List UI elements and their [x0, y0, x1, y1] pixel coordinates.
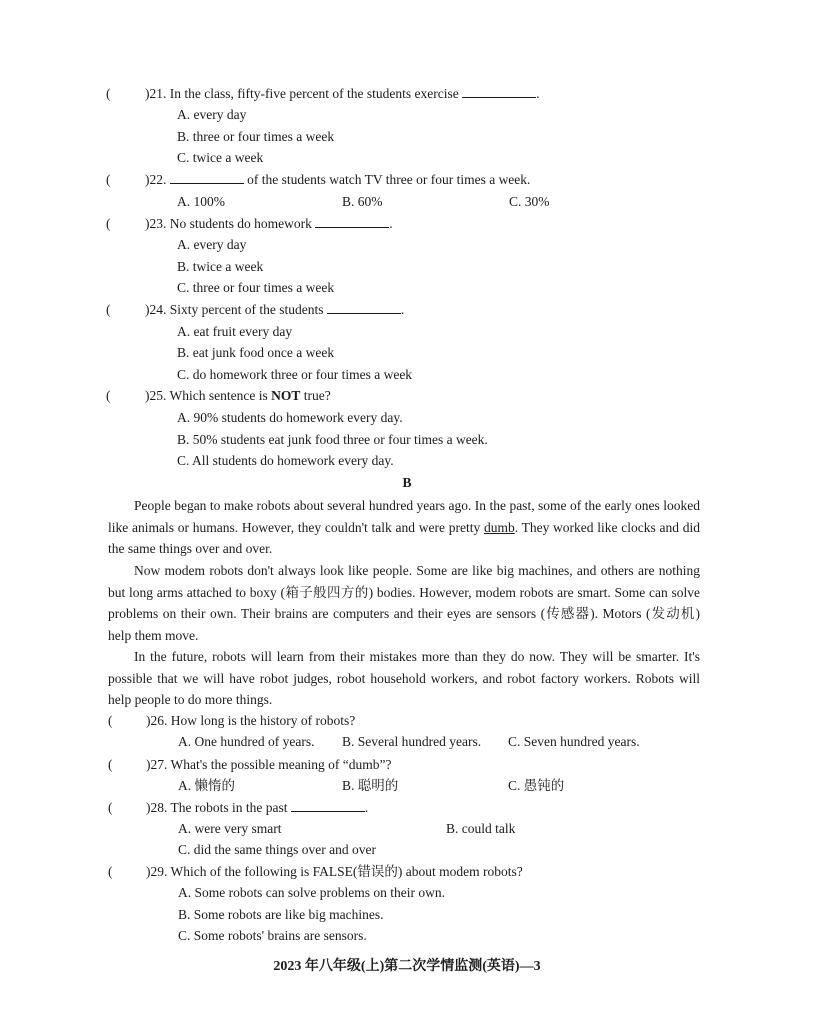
option: B. Some robots are like big machines.	[178, 907, 384, 922]
option: A. every day	[177, 107, 247, 122]
question-27: )27. What's the possible meaning of “dumb”?	[146, 757, 392, 772]
question-24: )24. Sixty percent of the students .	[145, 302, 405, 317]
question-26: )26. How long is the history of robots?	[146, 713, 356, 728]
answer-paren: (	[106, 86, 111, 101]
option: A. every day	[177, 237, 247, 252]
answer-paren: (	[108, 713, 113, 728]
option: B. twice a week	[177, 259, 264, 274]
option: B. 50% students eat junk food three or four times a week.	[177, 432, 488, 447]
option: A. were very smart	[178, 821, 282, 836]
underlined-word: dumb	[483, 519, 515, 535]
option: C. Seven hundred years.	[508, 734, 640, 749]
option: B. 60%	[342, 194, 383, 209]
question-29: )29. Which of the following is FALSE(错误的) about modem robots?	[146, 864, 523, 879]
option: A. 100%	[177, 194, 225, 209]
option: B. Several hundred years.	[342, 734, 482, 749]
option: B. eat junk food once a week	[177, 345, 335, 360]
answer-paren: (	[108, 864, 113, 879]
answer-blank	[315, 215, 389, 228]
passage-paragraph: People began to make robots about several hundred years ago. In the past, some of the early ones looked like animals or humans. However, they couldn't talk and were pretty dumb. They worked like clocks and did the same things over and over.	[108, 498, 700, 556]
question-21: )21. In the class, fifty-five percent of the students exercise .	[145, 86, 540, 101]
option: C. All students do homework every day.	[177, 453, 394, 468]
option: C. 30%	[509, 194, 550, 209]
answer-paren: (	[106, 302, 111, 317]
option: C. Some robots' brains are sensors.	[178, 928, 367, 943]
option: A. 90% students do homework every day.	[177, 410, 403, 425]
answer-paren: (	[108, 800, 113, 815]
answer-blank	[327, 301, 401, 314]
option: A. 懒惰的	[178, 778, 235, 793]
option: C. three or four times a week	[177, 280, 335, 295]
answer-paren: (	[108, 757, 113, 772]
section-title: B	[402, 475, 412, 490]
answer-paren: (	[106, 216, 111, 231]
question-25: )25. Which sentence is NOT true?	[145, 388, 331, 403]
option: C. did the same things over and over	[178, 842, 376, 857]
option: B. could talk	[446, 821, 516, 836]
option: C. 愚钝的	[508, 778, 565, 793]
answer-blank	[170, 171, 244, 184]
option: A. Some robots can solve problems on their own.	[178, 885, 445, 900]
question-22: )22. of the students watch TV three or four times a week.	[145, 172, 531, 187]
answer-blank	[291, 799, 365, 812]
option: C. do homework three or four times a week	[177, 367, 413, 382]
passage-paragraph: In the future, robots will learn from their mistakes more than they do now. They will be smarter. It's possible that we will have robot judges, robot household workers, and robot factory workers. Robots will help people to do more things.	[108, 649, 700, 707]
option: A. One hundred of years.	[178, 734, 315, 749]
answer-paren: (	[106, 388, 111, 403]
option: A. eat fruit every day	[177, 324, 293, 339]
passage-paragraph: Now modem robots don't always look like people. Some are like big machines, and others are nothing but long arms attached to boxy (箱子般四方的) bodies. However, modem robots are smart. Some can solve problems on their own. Their brains are computers and their eyes are sensors (传感器). Motors (发动机) help them move.	[108, 563, 700, 643]
question-23: )23. No students do homework .	[145, 216, 393, 231]
option: B. three or four times a week	[177, 129, 335, 144]
answer-blank	[462, 85, 536, 98]
question-28: )28. The robots in the past .	[146, 800, 369, 815]
option: B. 聪明的	[342, 778, 399, 793]
page-footer: 2023 年八年级(上)第二次学情监测(英语)—3	[273, 959, 541, 974]
option: C. twice a week	[177, 150, 264, 165]
answer-paren: (	[106, 172, 111, 187]
